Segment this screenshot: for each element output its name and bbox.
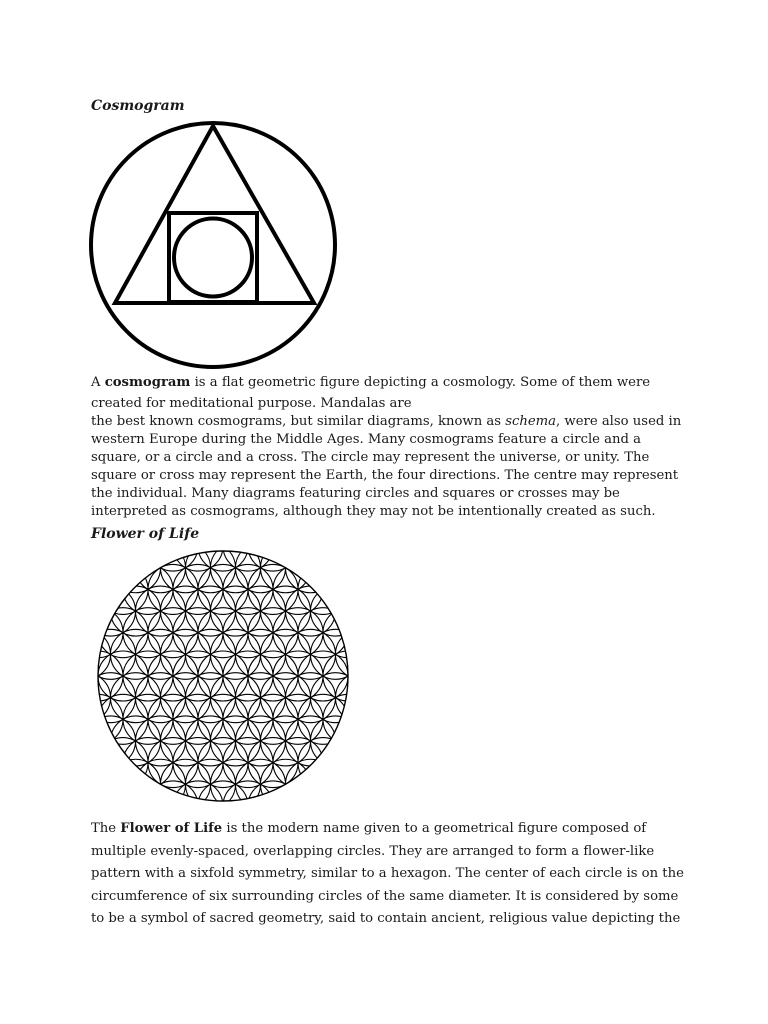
flower-circle bbox=[148, 549, 198, 571]
text-line: the best known cosmograms, but similar diagrams, known as schema, were also used in bbox=[91, 414, 682, 429]
cosmogram-square bbox=[169, 213, 257, 302]
flower-circle bbox=[148, 781, 198, 803]
text-line: to be a symbol of sacred geometry, said to contain ancient, religious value depicting the bbox=[91, 911, 681, 927]
schema-term: schema bbox=[505, 414, 557, 429]
flower-circle bbox=[311, 629, 351, 679]
text-line: square or cross may represent the Earth, the four directions. The centre may represent bbox=[91, 468, 679, 483]
cosmogram-paragraph bbox=[91, 374, 681, 521]
flower-circle bbox=[298, 738, 348, 788]
text-line: multiple evenly-spaced, overlapping circles. They are arranged to form a flower-like bbox=[91, 843, 655, 859]
cosmogram-figure-icon bbox=[88, 118, 338, 372]
text-line: circumference of six surrounding circles of the same diameter. It is considered by some bbox=[91, 888, 679, 904]
text-line: A cosmogram is a flat geometric figure depicting a cosmology. Some of them were bbox=[91, 375, 651, 390]
text-line: the individual. Many diagrams featuring circles and squares or crosses may be bbox=[91, 486, 620, 501]
flower-circle bbox=[98, 564, 148, 614]
flower-of-life-term: Flower of Life bbox=[120, 821, 223, 836]
flower-circle bbox=[311, 673, 351, 723]
cosmogram-term: cosmogram bbox=[104, 375, 191, 390]
flower-circle bbox=[298, 564, 348, 614]
flower-circle bbox=[248, 781, 298, 803]
text-line: interpreted as cosmograms, although they may not be intentionally created as such. bbox=[91, 504, 656, 519]
text-line: western Europe during the Middle Ages. Many cosmograms feature a circle and a bbox=[91, 432, 642, 447]
cosmogram-inner-circle bbox=[174, 219, 252, 297]
flower-circle bbox=[96, 629, 136, 679]
cosmogram-outer-circle bbox=[91, 123, 335, 367]
text-line: pattern with a sixfold symmetry, similar to a hexagon. The center of each circle is on the bbox=[91, 866, 684, 882]
flower-of-life-paragraph bbox=[91, 818, 684, 931]
text-line: created for meditational purpose. Mandalas are bbox=[91, 396, 412, 411]
cosmogram-heading: Cosmogram bbox=[91, 98, 185, 114]
flower-circle bbox=[323, 651, 350, 701]
flower-circle bbox=[96, 651, 123, 701]
text-line: square, or a circle and a cross. The circle may represent the universe, or unity. The bbox=[91, 450, 650, 465]
flower-of-life-heading: Flower of Life bbox=[91, 526, 200, 542]
flower-circle bbox=[98, 738, 148, 788]
flower-circle bbox=[96, 673, 136, 723]
text-line: The Flower of Life is the modern name given to a geometrical figure composed of bbox=[91, 821, 647, 836]
flower-circle bbox=[248, 549, 298, 571]
flower-of-life-figure-icon bbox=[96, 549, 350, 803]
